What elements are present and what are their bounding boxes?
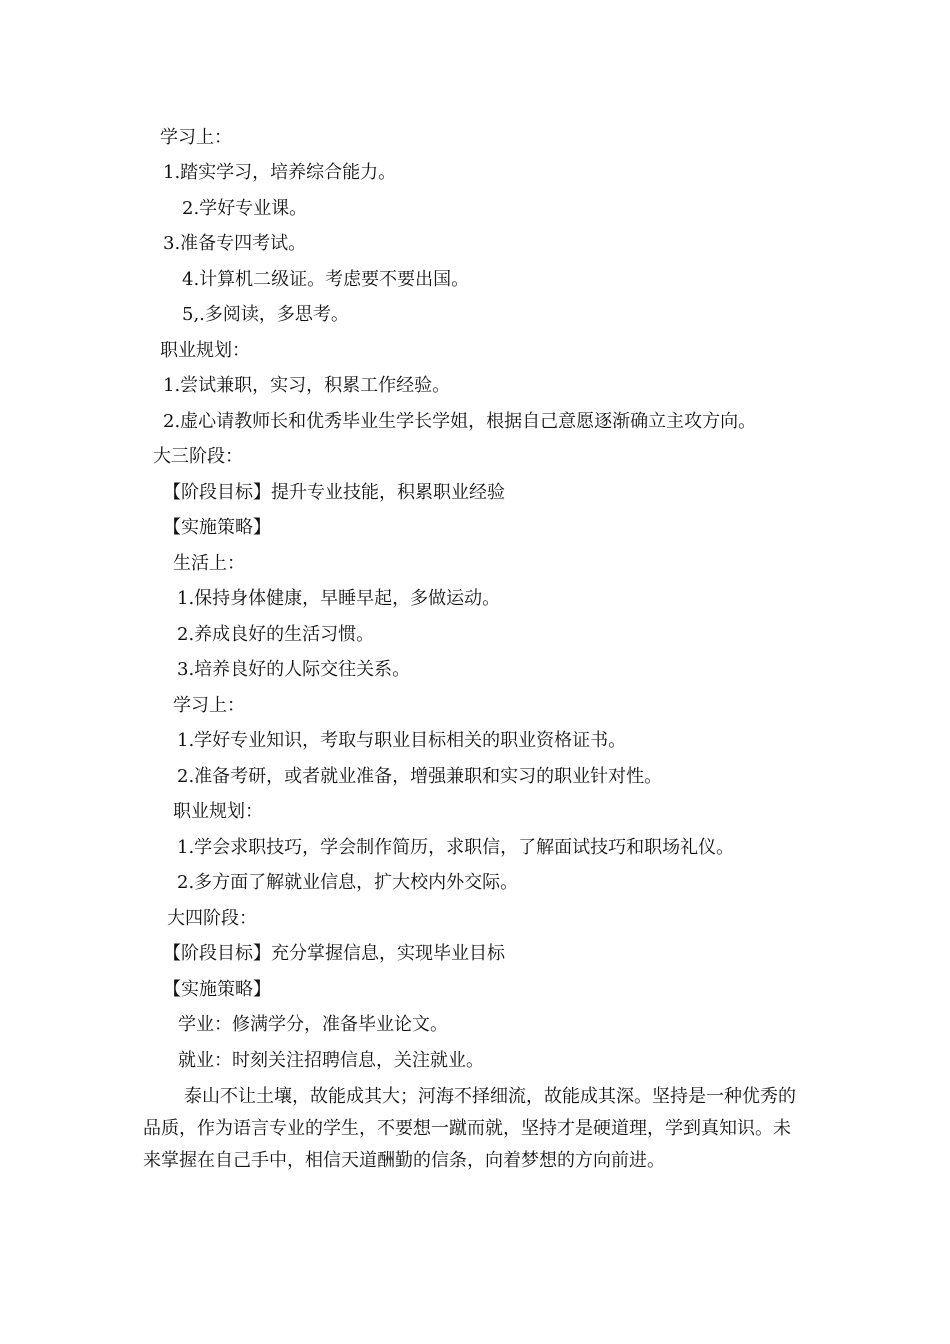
list-item: 1.踏实学习，培养综合能力。 bbox=[163, 162, 397, 183]
study-heading: 学习上： bbox=[160, 127, 232, 148]
career-heading: 职业规划： bbox=[173, 801, 263, 822]
list-item: 2.虚心请教师长和优秀毕业生学长学姐，根据自己意愿逐渐确立主攻方向。 bbox=[163, 411, 757, 432]
list-item: 学业：修满学分，准备毕业论文。 bbox=[178, 1014, 448, 1035]
closing-paragraph bbox=[143, 1081, 811, 1177]
career-heading: 职业规划： bbox=[160, 340, 250, 361]
list-item: 2.多方面了解就业信息，扩大校内外交际。 bbox=[177, 872, 519, 893]
paragraph-line: 品质，作为语言专业的学生，不要想一蹴而就，坚持才是硬道理，学到真知识。未 bbox=[143, 1118, 791, 1139]
list-item: 5,.多阅读，多思考。 bbox=[182, 304, 349, 325]
list-item: 3.培养良好的人际交往关系。 bbox=[177, 659, 411, 680]
stage-goal: 【阶段目标】充分掌握信息，实现毕业目标 bbox=[163, 943, 505, 964]
list-item: 2.学好专业课。 bbox=[182, 198, 308, 219]
list-item: 1.保持身体健康，早睡早起，多做运动。 bbox=[177, 588, 501, 609]
paragraph-line: 泰山不让土壤，故能成其大；河海不择细流，故能成其深。坚持是一种优秀的 bbox=[184, 1086, 796, 1107]
stage-heading: 大四阶段： bbox=[167, 908, 257, 929]
life-heading: 生活上： bbox=[173, 553, 245, 574]
strategy-heading: 【实施策略】 bbox=[163, 517, 271, 538]
strategy-heading: 【实施策略】 bbox=[163, 979, 271, 1000]
list-item: 2.准备考研，或者就业准备，增强兼职和实习的职业针对性。 bbox=[177, 766, 663, 787]
list-item: 4.计算机二级证。考虑要不要出国。 bbox=[182, 269, 470, 290]
stage-goal: 【阶段目标】提升专业技能，积累职业经验 bbox=[163, 482, 505, 503]
list-item: 1.学好专业知识，考取与职业目标相关的职业资格证书。 bbox=[177, 730, 627, 751]
list-item: 就业：时刻关注招聘信息，关注就业。 bbox=[178, 1050, 484, 1071]
stage-heading: 大三阶段： bbox=[153, 446, 243, 467]
paragraph-line: 来掌握在自己手中，相信天道酬勤的信条，向着梦想的方向前进。 bbox=[143, 1150, 665, 1171]
list-item: 3.准备专四考试。 bbox=[163, 233, 307, 254]
study-heading: 学习上： bbox=[173, 695, 245, 716]
list-item: 1.尝试兼职，实习，积累工作经验。 bbox=[163, 375, 451, 396]
list-item: 1.学会求职技巧，学会制作简历，求职信，了解面试技巧和职场礼仪。 bbox=[177, 837, 735, 858]
list-item: 2.养成良好的生活习惯。 bbox=[177, 624, 375, 645]
